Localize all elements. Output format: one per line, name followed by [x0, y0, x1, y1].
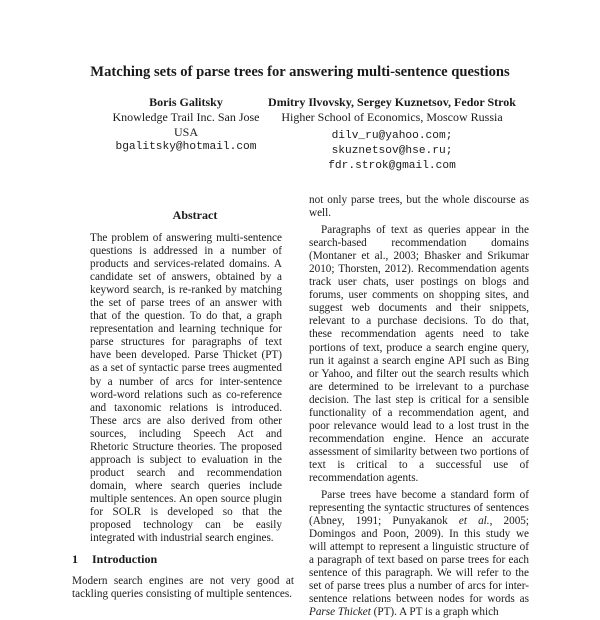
section-number: 1 [72, 552, 78, 566]
author-affiliation: Higher School of Economics, Moscow Russia [281, 110, 503, 124]
abstract-text: The problem of answering multi-sentence questions is addressed in a number of products and services-related domains. A candidate set of answers, obtained by a keyword search, is re-ranked by matching the set of parse trees of an answer with that of the question. To do that, a graph representation and learning technique for parse structures for paragraphs of text have been developed. Parse Thicket (PT) as a set of syntactic parse trees augmented by a number of arcs for inter-sentence word-word relations such as co-reference and taxonomic relations is introduced. These arcs are also derived from other sources, including Speech Act and Rhetoric Structure theories. The proposed approach is subject to evaluation in the product search and recommendation domain, where search queries include multiple sentences. An open source plugin for SOLR is developed so that the proposed technology can be easily integrated with industrial search engines. [90, 232, 282, 545]
author-email: dilv_ru@yahoo.com; [331, 130, 453, 142]
paragraph-text: , 2005; Domingos and Poon, 2009). In this study we will attempt to represent a linguistic structure of a paragraph of text based on parse trees for each sentence of this paragraph. We will refer to the set of parse trees plus a number of arcs for inter-sentence relations between nodes for words as [309, 515, 530, 606]
paragraph: Paragraphs of text as queries appear in the search-based recommendation domains (Montaner et al., 2003; Bhasker and Srikumar 2010; Thorsten, 2012). Recommendation agents track user chats, user postings on blogs and forums, user comments on shopping sites, and suggest web documents and their snippets, relevant to a purchase decisions. To do that, these recommendation agents need to take portions of text, produce a search engine query, run it against a search engine API such as Bing or Yahoo, and filter out the search results which are determined to be irrelevant to a purchase decision. The last step is critical for a sensible functionality of a recommendation agent, and poor relevance would lead to a lost trust in the recommendation engine. Hence an accurate assessment of similarity between two portions of text is critical to a successful use of recommendation agents. [309, 224, 529, 484]
section-heading-introduction [72, 552, 157, 567]
term-parse-thicket: Parse Thicket [309, 606, 371, 619]
author-country: USA [173, 125, 198, 139]
author-names: Dmitry Ilvovsky, Sergey Kuznetsov, Fedor Strok [268, 95, 516, 109]
author-block-1 [86, 95, 286, 155]
right-column-text [309, 194, 529, 620]
paragraph-text: (PT). A PT is a graph which [370, 606, 499, 619]
section-title: Introduction [92, 552, 158, 566]
author-email: skuznetsov@hse.ru; [331, 145, 453, 157]
paragraph: not only parse trees, but the whole discourse as well. [309, 194, 529, 220]
paragraph-text: Parse trees have become a standard form of representing the syntactic structures of sentences (Abney, 1991; Punyakanok [309, 489, 529, 528]
author-name: Boris Galitsky [149, 95, 223, 109]
author-block-2 [262, 95, 522, 174]
author-affiliation: Knowledge Trail Inc. San Jose [112, 110, 260, 124]
author-email: fdr.strok@gmail.com [328, 160, 456, 172]
citation-etal: et al. [458, 515, 490, 528]
paper-title: Matching sets of parse trees for answering multi-sentence questions [90, 64, 510, 80]
author-email: bgalitsky@hotmail.com [115, 141, 257, 153]
abstract-heading: Abstract [172, 208, 218, 222]
introduction-text: Modern search engines are not very good at tackling queries consisting of multiple sentences. [72, 575, 294, 601]
